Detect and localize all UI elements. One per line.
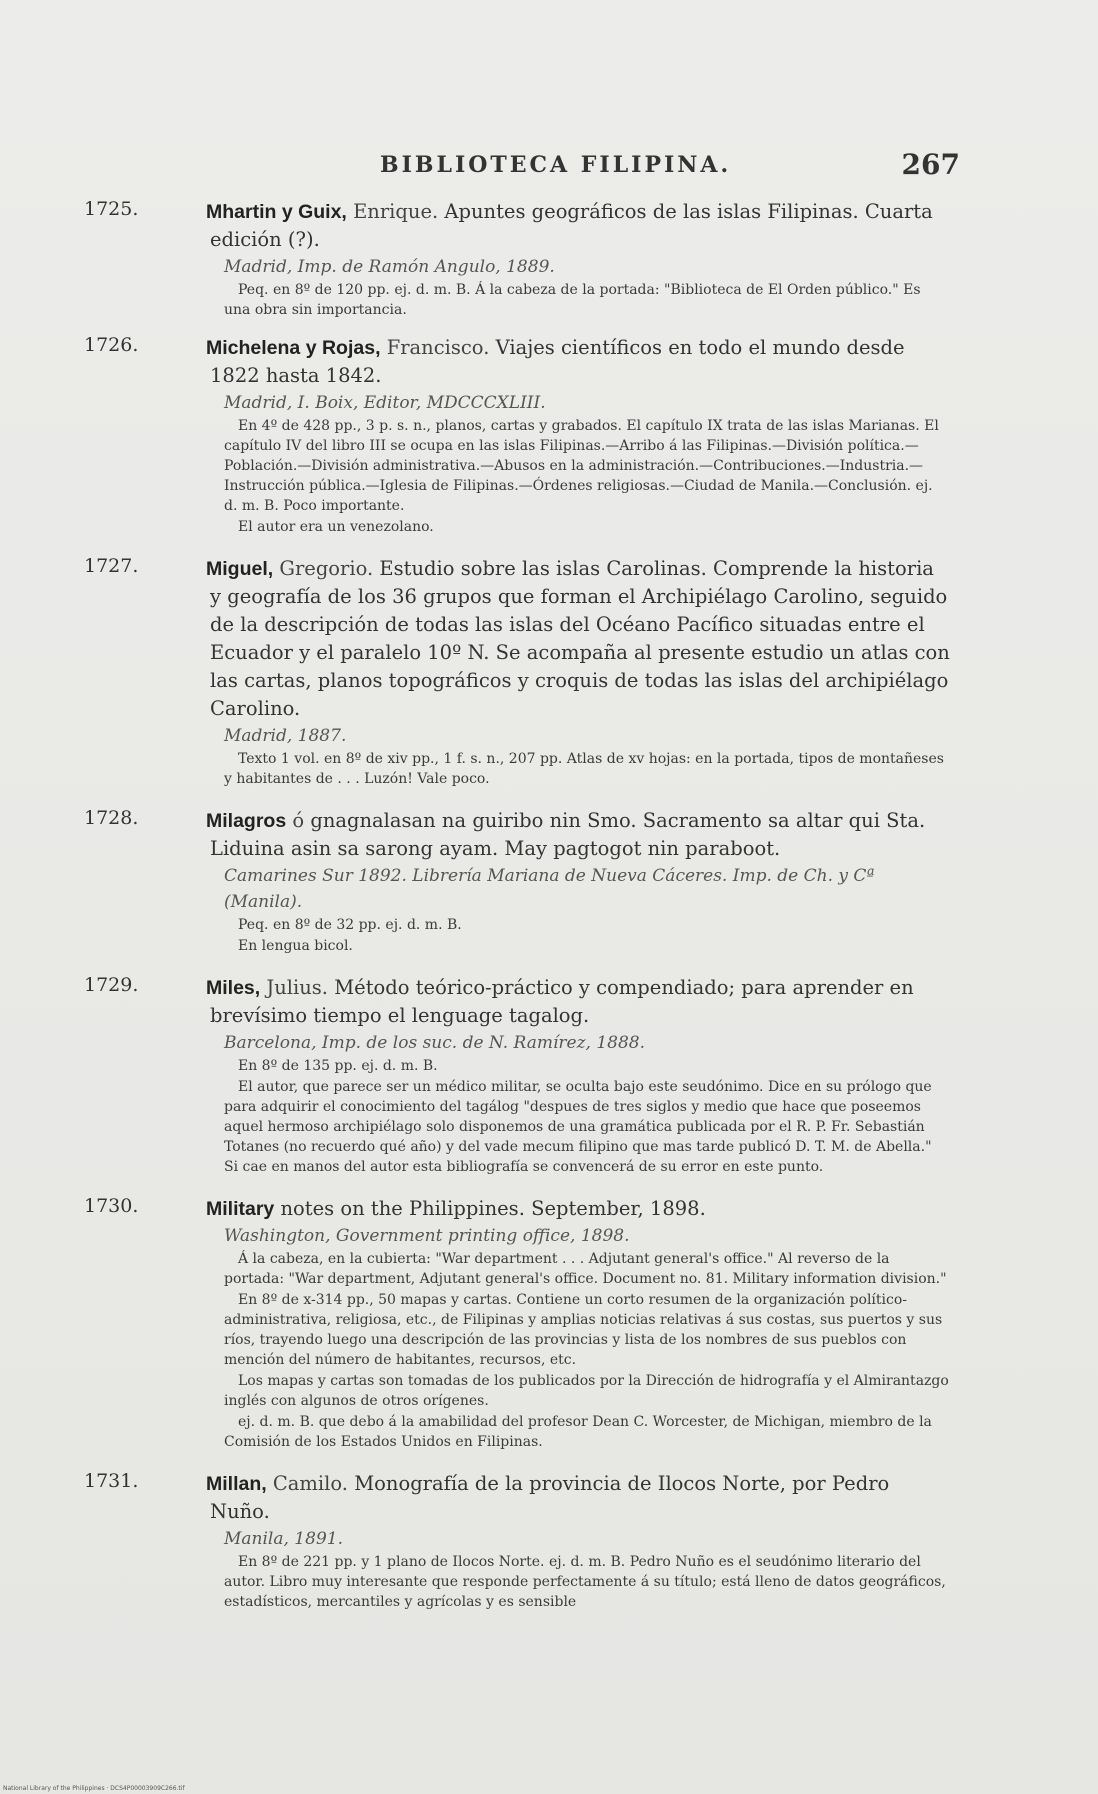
entry-author: Miles, [206,977,261,999]
entry-note: Peq. en 8º de 120 pp. ej. d. m. B. Á la cabeza de la portada: "Biblioteca de El Orden público." Es una obra sin importancia. [224,282,921,318]
entry-title: gnagnalasan na guiribo nin Smo. Sacramento sa altar qui Sta. Liduina asin sa sarong ayam. May pagtogot nin paraboot. [210,809,926,860]
entry-given-name: Francisco. [386,336,490,359]
entry-note: En 8º de x-314 pp., 50 mapas y cartas. Contiene un corto resumen de la organización político-administrativa, religiosa, etc., de Filipinas y amplias noticias relativas á sus costas, sus puertos y sus ríos, trayendo luego una descripción de las provincias y lista de los nombres de sus pueblos con mención del número de habitantes, recursos, etc. [224,1292,943,1368]
entry-1728 [84,807,950,956]
entry-number: 1725. [84,198,139,220]
page-header [380,148,960,188]
entry-note: Texto 1 vol. en 8º de xiv pp., 1 f. s. n., 207 pp. Atlas de xv hojas: en la portada, tipos de montañeses y habitantes de . . . Luzón! Vale poco. [224,751,944,787]
entry-heading [206,555,950,723]
entry-heading [206,1470,950,1526]
entry-title: Monografía de la provincia de Ilocos Norte, por Pedro Nuño. [210,1472,890,1523]
entry-author: Michelena y Rojas, [206,337,381,359]
entry-given-name: ó [292,809,305,832]
entry-notes [224,1249,950,1452]
entry-note: En lengua bicol. [238,938,353,954]
entry-1727 [84,555,950,789]
scan-credit: National Library of the Philippines · DCS4P00003909C266.tif [3,1785,185,1792]
entry-notes [224,1552,950,1612]
entry-title: Estudio sobre las islas Carolinas. Comprende la historia y geografía de los 36 grupos que forman el Archipiélago Carolino, seguido de la descripción de todas las islas del Océano Pacífico situadas entre el Ecuador y el paralelo 10º N. Se acompaña al presente estudio un atlas con las cartas, planos topográficos y croquis de todas las islas del archipiélago Carolino. [210,557,950,720]
entry-imprint: Camarines Sur 1892. Librería Mariana de Nueva Cáceres. Imp. de Ch. y Cª (Manila). [224,866,875,912]
entry-number: 1730. [84,1195,139,1217]
entry-title: Viajes científicos en todo el mundo desde 1822 hasta 1842. [210,336,905,387]
entry-number: 1731. [84,1470,139,1492]
entry-number: 1728. [84,807,139,829]
page-number: 267 [901,148,960,181]
entry-1731 [84,1470,950,1612]
entry-given-name: Julius. [266,976,329,999]
entry-imprint: Manila, 1891. [224,1529,343,1549]
entry-note: El autor, que parece ser un médico militar, se oculta bajo este seudónimo. Dice en su prólogo que para adquirir el conocimiento del tagálog "despues de tres siglos y medio que hace que poseemos aquel hermoso archipiélago solo disponemos de una gramática publicada por el R. P. Fr. Sebastián Totanes (no recuerdo qué año) y del vade mecum filipino que mas tarde publicó D. T. M. de Abella." Si cae en manos del autor esta bibliografía se convencerá de su error en este punto. [224,1079,932,1175]
entry-heading [206,807,950,863]
entry-note: ej. d. m. B. que debo á la amabilidad del profesor Dean C. Worcester, de Michigan, miembro de la Comisión de los Estados Unidos en Filipinas. [224,1414,932,1450]
entry-author: Miguel, [206,558,274,580]
bibliography-entries [0,198,1098,1630]
entry-1726 [84,334,950,537]
entry-note: En 8º de 135 pp. ej. d. m. B. [238,1058,438,1074]
entry-author: Milagros [206,810,287,832]
entry-1729 [84,974,950,1177]
entry-author: Military [206,1198,275,1220]
entry-note: El autor era un venezolano. [238,519,434,535]
entry-imprint: Madrid, 1887. [224,726,347,746]
entry-note: Á la cabeza, en la cubierta: "War department . . . Adjutant general's office." Al reverso de la portada: "War department, Adjutant general's office. Document no. 81. Military information division." [224,1251,947,1287]
entry-heading [206,198,950,254]
entry-notes [224,915,950,956]
entry-number: 1726. [84,334,139,356]
entry-notes [224,1056,950,1177]
entry-given-name: Enrique. [353,200,439,223]
entry-notes [224,280,950,320]
entry-given-name: Camilo. [272,1472,348,1495]
entry-number: 1727. [84,555,139,577]
entry-heading [206,974,950,1030]
entry-author: Mhartin y Guix, [206,201,347,223]
running-title: BIBLIOTECA FILIPINA. [380,152,732,178]
entry-given-name: Gregorio. [279,557,374,580]
entry-author: Millan, [206,1473,267,1495]
entry-title: notes on the Philippines. September, 1898. [280,1197,706,1220]
entry-note: Peq. en 8º de 32 pp. ej. d. m. B. [238,917,462,933]
entry-title: Apuntes geográficos de las islas Filipinas. Cuarta edición (?). [210,200,933,251]
entry-imprint: Barcelona, Imp. de los suc. de N. Ramírez, 1888. [224,1033,646,1053]
entry-imprint: Madrid, I. Boix, Editor, MDCCCXLIII. [224,393,546,413]
entry-note: Los mapas y cartas son tomadas de los publicados por la Dirección de hidrografía y el Almirantazgo inglés con algunos de otros orígenes. [224,1373,949,1409]
entry-title: Método teórico-práctico y compendiado; para aprender en brevísimo tiempo el lenguage tagalog. [210,976,914,1027]
entry-notes [224,416,950,537]
entry-note: En 4º de 428 pp., 3 p. s. n., planos, cartas y grabados. El capítulo IX trata de las islas Marianas. El capítulo IV del libro III se ocupa en las islas Filipinas.—Arribo á las Filipinas.—División política.—Población.—División administrativa.—Abusos en la administración.—Contribuciones.—Industria.—Instrucción pública.—Iglesia de Filipinas.—Órdenes religiosas.—Ciudad de Manila.—Conclusión. ej. d. m. B. Poco importante. [224,418,939,514]
entry-1730 [84,1195,950,1452]
entry-1725 [84,198,950,320]
entry-imprint: Washington, Government printing office, 1898. [224,1226,630,1246]
entry-number: 1729. [84,974,139,996]
entry-note: En 8º de 221 pp. y 1 plano de Ilocos Norte. ej. d. m. B. Pedro Nuño es el seudónimo literario del autor. Libro muy interesante que responde perfectamente á su título; está lleno de datos geográficos, estadísticos, mercantiles y agrícolas y es sensible [224,1554,946,1610]
entry-heading [206,1195,950,1223]
entry-imprint: Madrid, Imp. de Ramón Angulo, 1889. [224,257,555,277]
entry-heading [206,334,950,390]
entry-notes [224,749,950,789]
